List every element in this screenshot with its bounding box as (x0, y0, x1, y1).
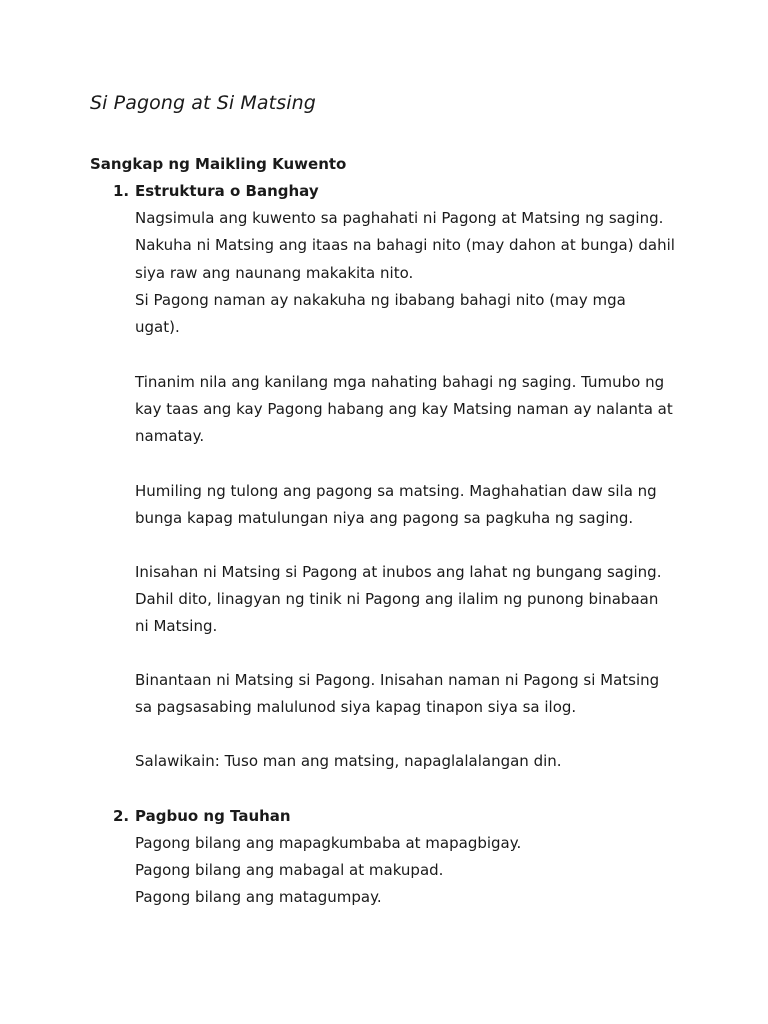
paragraph-line: Nakuha ni Matsing ang itaas na bahagi nito (may dahon at bunga) dahil (135, 236, 675, 254)
list-item-number: 1. (113, 182, 130, 200)
list-item-heading-1 (113, 182, 319, 200)
paragraph-line: Tinanim nila ang kanilang mga nahating bahagi ng saging. Tumubo ng (135, 373, 665, 391)
paragraph-line: Si Pagong naman ay nakakuha ng ibabang bahagi nito (may mga (135, 291, 626, 309)
list-item-number: 2. (113, 807, 130, 825)
paragraph-line: namatay. (135, 427, 205, 445)
paragraph-line: Pagong bilang ang matagumpay. (135, 888, 382, 906)
paragraph-line: sa pagsasabing malulunod siya kapag tinapon siya sa ilog. (135, 698, 577, 716)
paragraph-line: Pagong bilang ang mapagkumbaba at mapagbigay. (135, 834, 522, 852)
paragraph-line: Humiling ng tulong ang pagong sa matsing. Maghahatian daw sila ng (135, 482, 657, 500)
list-item-heading-text: Estruktura o Banghay (135, 182, 319, 200)
paragraph-line: kay taas ang kay Pagong habang ang kay Matsing naman ay nalanta at (135, 400, 673, 418)
list-item-heading-2 (113, 807, 291, 825)
document-title: Si Pagong at Si Matsing (90, 92, 316, 114)
proverb-line: Salawikain: Tuso man ang matsing, napaglalalangan din. (135, 752, 562, 770)
paragraph-line: siya raw ang naunang makakita nito. (135, 264, 414, 282)
paragraph-line: Inisahan ni Matsing si Pagong at inubos ang lahat ng bungang saging. (135, 563, 662, 581)
paragraph-line: Dahil dito, linagyan ng tinik ni Pagong ang ilalim ng punong binabaan (135, 590, 659, 608)
paragraph-line: Pagong bilang ang mabagal at makupad. (135, 861, 444, 879)
paragraph-line: ugat). (135, 318, 180, 336)
section-heading: Sangkap ng Maikling Kuwento (90, 155, 347, 173)
paragraph-line: Binantaan ni Matsing si Pagong. Inisahan naman ni Pagong si Matsing (135, 671, 660, 689)
paragraph-line: ni Matsing. (135, 617, 218, 635)
paragraph-line: bunga kapag matulungan niya ang pagong sa pagkuha ng saging. (135, 509, 634, 527)
paragraph-line: Nagsimula ang kuwento sa paghahati ni Pagong at Matsing ng saging. (135, 209, 664, 227)
list-item-heading-text: Pagbuo ng Tauhan (135, 807, 291, 825)
